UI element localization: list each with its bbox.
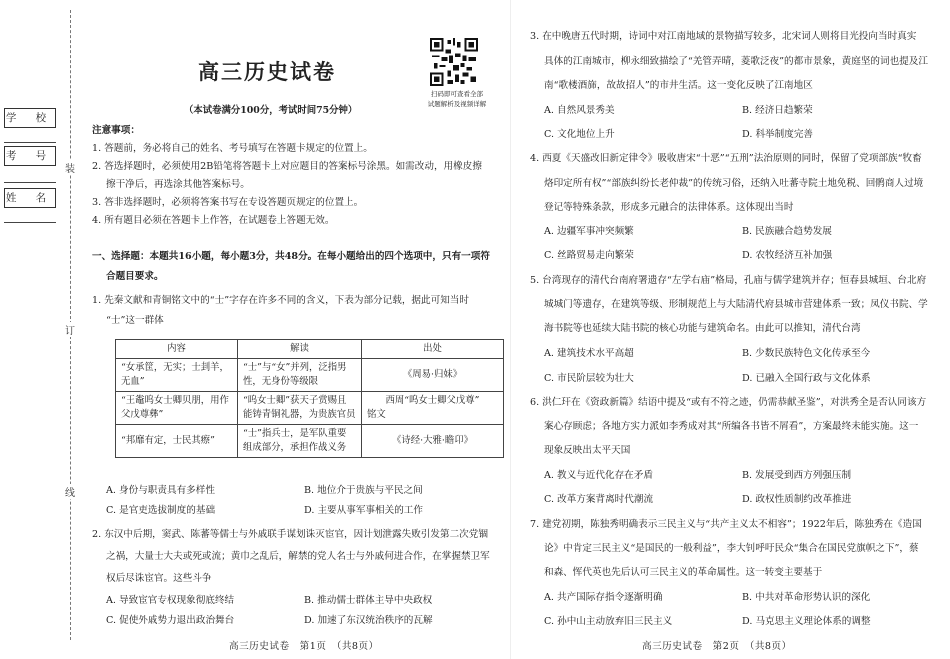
table-cell: 《诗经·大雅·瞻卬》 — [362, 425, 504, 458]
q1-option-a[interactable]: A. 身份与职责具有多样性 — [106, 485, 215, 496]
exam-number-field[interactable] — [4, 182, 56, 183]
q2-stem: 2. 东汉中后期，窦武、陈蕃等儒士与外戚联手谋划诛灭宦官，因计划泄露失败引发第二次党锢 — [92, 529, 488, 540]
q4-stem-cont: 登记等特殊条款，形成多元融合的法律体系。这体现出当时 — [544, 202, 794, 213]
table-cell: “呜女士卿”获天子赏赐且 能铸青铜礼器，为贵族官员 — [238, 392, 362, 425]
q6-stem-cont: 案心存顾虑；各地方实力派如李秀成对其“所编各书皆不屑看”，方案最终未能实施。这一 — [544, 421, 919, 432]
q5-option-c[interactable]: C. 市民阶层较为壮大 — [544, 373, 634, 384]
binding-char-xian: 线 — [63, 484, 77, 499]
qr-caption: 扫码即可查看全部 试题解析及视频详解 — [427, 90, 487, 108]
q4-option-c[interactable]: C. 丝路贸易走向繁荣 — [544, 250, 634, 261]
q1-option-b[interactable]: B. 地位介于贵族与平民之间 — [304, 485, 423, 496]
q3-stem-cont: 南“歌楼酒旆，故故招人”的市井生活。这一变化反映了江南地区 — [544, 80, 813, 91]
notice-4: 4. 所有题目必须在答题卡上作答，在试题卷上答题无效。 — [92, 215, 335, 226]
q2-stem-cont: 之祸，大量士大夫或死或流；黄巾之乱后，解禁的党人名士与外戚何进合作，在掌握禁卫军 — [106, 551, 490, 562]
notice-2: 2. 答选择题时，必须使用2B铅笔将答题卡上对应题目的答案标号涂黑。如需改动，用橡皮擦 — [92, 161, 482, 172]
q2-option-b[interactable]: B. 推动儒士群体主导中央政权 — [304, 595, 433, 606]
table-cell: “女承筐，无实；士刲羊， 无血” — [116, 359, 238, 392]
notice-3: 3. 答非选择题时，必须将答案书写在专设答题页规定的位置上。 — [92, 197, 364, 208]
q6-option-d[interactable]: D. 政权性质制约改革推进 — [742, 494, 852, 505]
q1-option-c[interactable]: C. 是官吏选拔制度的基础 — [106, 505, 216, 516]
q5-stem-cont: 海书院等也延续大陆书院的核心功能与建筑命名。由此可以推知，清代台湾 — [544, 323, 861, 334]
footer-left: 高三历史试卷 第1页 （共8页） — [229, 641, 379, 652]
table-header: 解读 — [238, 340, 362, 359]
q3-option-c[interactable]: C. 文化地位上升 — [544, 129, 615, 140]
exam-meta: （本试卷满分100分，考试时间75分钟） — [184, 105, 358, 116]
q6-stem: 6. 洪仁玕在《资政新篇》结语中提及“或有不符之迹，仍需恭献圣鉴”，对洪秀全是否认同该方 — [530, 397, 927, 408]
q4-option-d[interactable]: D. 农牧经济互补加强 — [742, 250, 833, 261]
table-cell: “邦靡有定，士民其瘵” — [116, 425, 238, 458]
table-row — [116, 359, 504, 392]
q7-option-d[interactable]: D. 马克思主义理论体系的调整 — [742, 616, 871, 627]
q1-option-d[interactable]: D. 主要从事军事相关的工作 — [304, 505, 423, 516]
binding-char-ding: 订 — [63, 322, 77, 337]
exam-number-label: 考 号 — [4, 146, 56, 166]
table-cell: 西周“呜女士卿父戊尊” 铭文 — [362, 392, 504, 425]
q4-option-b[interactable]: B. 民族融合趋势发展 — [742, 226, 832, 237]
q5-option-a[interactable]: A. 建筑技术水平高超 — [544, 348, 634, 359]
q6-option-c[interactable]: C. 改革方案背离时代潮流 — [544, 494, 654, 505]
page-title: 高三历史试卷 — [198, 59, 336, 84]
q5-stem-cont: 城城门等遗存，在建筑等级、形制规范上与大陆清代府县城市营建体系一致；凤仪书院、学 — [544, 299, 928, 310]
q7-option-a[interactable]: A. 共产国际存指令逐渐明确 — [544, 592, 663, 603]
q7-stem: 7. 建党初期，陈独秀明确表示三民主义与“共产主义太不相容”；1922年后，陈独秀在《造国 — [530, 519, 922, 530]
q1-stem: 1. 先秦文献和青铜铭文中的“士”字存在许多不同的含义，下表为部分记载，据此可知当时 — [92, 295, 469, 306]
section-heading: 一、选择题：本题共16小题，每小题3分，共48分。在每小题给出的四个选项中，只有一项符 — [92, 251, 490, 262]
q6-stem-cont: 现象反映出太平天国 — [544, 445, 631, 456]
name-field[interactable] — [4, 222, 56, 223]
q4-stem-cont: 烙印定所有权”“部族纠纷长老仲裁”的传统习俗，还纳入吐蕃寺院土地免税、回鹘商人过境 — [544, 178, 924, 189]
q1-table — [115, 339, 504, 458]
binding-char-zhuang: 装 — [63, 160, 77, 175]
table-row — [116, 392, 504, 425]
q3-stem-cont: 具体的江南城市，柳永细致描绘了“羌管弄晴，菱歌泛夜”的都市景象，黄庭坚的词也提及江 — [544, 56, 928, 67]
q3-stem: 3. 在中晚唐五代时期，诗词中对江南地域的景物描写较多，北宋词人则将目光投向当时真实 — [530, 31, 917, 42]
table-row — [116, 425, 504, 458]
q5-option-d[interactable]: D. 已融入全国行政与文化体系 — [742, 373, 871, 384]
q4-option-a[interactable]: A. 边疆军事冲突频繁 — [544, 226, 634, 237]
notice-2-cont: 擦干净后，再选涂其他答案标号。 — [106, 179, 250, 190]
q7-option-c[interactable]: C. 孙中山主动放弃旧三民主义 — [544, 616, 673, 627]
notice-title: 注意事项： — [92, 125, 140, 136]
school-label: 学 校 — [4, 108, 56, 128]
q2-option-d[interactable]: D. 加速了东汉统治秩序的瓦解 — [304, 615, 433, 626]
q3-option-b[interactable]: B. 经济日趋繁荣 — [742, 105, 813, 116]
table-cell: “士”指兵士，是军队重要 组成部分，承担作战义务 — [238, 425, 362, 458]
q3-option-d[interactable]: D. 科举制度完善 — [742, 129, 814, 140]
q4-stem: 4. 西夏《天盛改旧新定律令》吸收唐宋“十恶”“五刑”法治原则的同时，保留了党项部族“牧畜 — [530, 153, 922, 164]
q6-option-b[interactable]: B. 发展受到西方列强压制 — [742, 470, 852, 481]
q3-option-a[interactable]: A. 自然风景秀美 — [544, 105, 615, 116]
q5-option-b[interactable]: B. 少数民族特色文化传承至今 — [742, 348, 871, 359]
name-label: 姓 名 — [4, 188, 56, 208]
footer-right: 高三历史试卷 第2页 （共8页） — [642, 641, 792, 652]
table-cell: 《周易·归妹》 — [362, 359, 504, 392]
section-heading-cont: 合题目要求。 — [106, 271, 164, 282]
page-divider — [510, 0, 511, 659]
table-header-row — [116, 340, 504, 359]
q5-stem: 5. 台湾现存的清代台南府署遗存“左学右庙”格局，孔庙与儒学建筑并存；恒春县城垣、台北府 — [530, 275, 927, 286]
table-cell: “王鼄呜女士卿贝朋，用作 父戊尊彝” — [116, 392, 238, 425]
q2-option-c[interactable]: C. 促使外戚势力退出政治舞台 — [106, 615, 235, 626]
q6-option-a[interactable]: A. 教义与近代化存在矛盾 — [544, 470, 653, 481]
notice-1: 1. 答题前，务必将自己的姓名、考号填写在答题卡规定的位置上。 — [92, 143, 373, 154]
q1-stem-cont: “士”这一群体 — [106, 315, 164, 326]
q7-stem-cont: 论》中肯定三民主义“是国民的一般利益”，李大钊呼吁民众“集合在国民党旗帜之下”，蔡 — [544, 543, 919, 554]
table-header: 内容 — [116, 340, 238, 359]
school-field[interactable] — [4, 142, 56, 143]
q7-stem-cont: 和森、恽代英也先后认可三民主义的革命属性。这一转变主要基于 — [544, 567, 823, 578]
q2-stem-cont: 权后尽诛宦官。这些斗争 — [106, 573, 212, 584]
table-header: 出处 — [362, 340, 504, 359]
table-cell: “士”与“女”并列，泛指男 性，无身份等级限 — [238, 359, 362, 392]
q7-option-b[interactable]: B. 中共对革命形势认识的深化 — [742, 592, 871, 603]
q2-option-a[interactable]: A. 导致宦官专权现象彻底终结 — [106, 595, 235, 606]
qr-code-icon[interactable] — [430, 38, 478, 86]
